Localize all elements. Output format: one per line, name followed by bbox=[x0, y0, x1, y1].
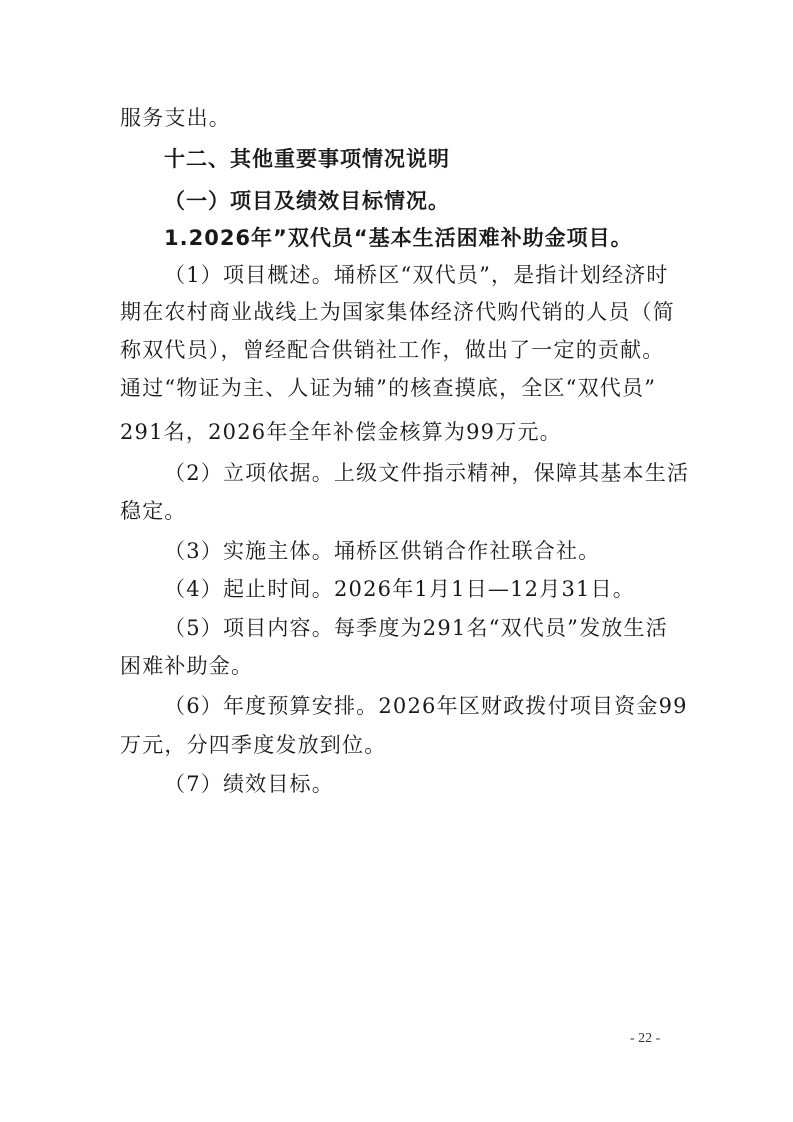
paragraph-line: （6）年度预算安排。2026年区财政拨付项目资金99 bbox=[164, 694, 688, 718]
paragraph-line: 期在农村商业战线上为国家集体经济代购代销的人员（简 bbox=[120, 300, 675, 324]
paragraph-line: （3）实施主体。埇桥区供销合作社联合社。 bbox=[164, 539, 601, 563]
page-number: - 22 - bbox=[630, 1031, 661, 1046]
paragraph-line: （2）立项依据。上级文件指示精神，保障其基本生活 bbox=[164, 461, 690, 485]
paragraph-line: 291名，2026年全年补偿金核算为99万元。 bbox=[120, 420, 562, 444]
subsection-heading: （一）项目及绩效目标情况。 bbox=[164, 189, 450, 213]
paragraph-line: （1）项目概述。埇桥区“双代员”，是指计划经济时 bbox=[164, 263, 669, 287]
paragraph-line: 困难补助金。 bbox=[120, 654, 254, 678]
paragraph-line: （5）项目内容。每季度为291名“双代员”发放生活 bbox=[164, 616, 668, 640]
paragraph-line: 通过“物证为主、人证为辅”的核查摸底，全区“双代员” bbox=[120, 376, 657, 400]
paragraph-line: 称双代员），曾经配合供销社工作，做出了一定的贡献。 bbox=[120, 338, 665, 362]
item-heading: 1.2026年”双代员“基本生活困难补助金项目。 bbox=[164, 226, 633, 250]
section-heading: 十二、其他重要事项情况说明 bbox=[164, 147, 450, 171]
paragraph-line: 服务支出。 bbox=[120, 106, 231, 130]
paragraph-line: 万元，分四季度发放到位。 bbox=[120, 733, 387, 757]
paragraph-line: （4）起止时间。2026年1月1日—12月31日。 bbox=[164, 577, 635, 601]
paragraph-line: 稳定。 bbox=[120, 499, 187, 523]
paragraph-line: （7）绩效目标。 bbox=[164, 772, 334, 796]
